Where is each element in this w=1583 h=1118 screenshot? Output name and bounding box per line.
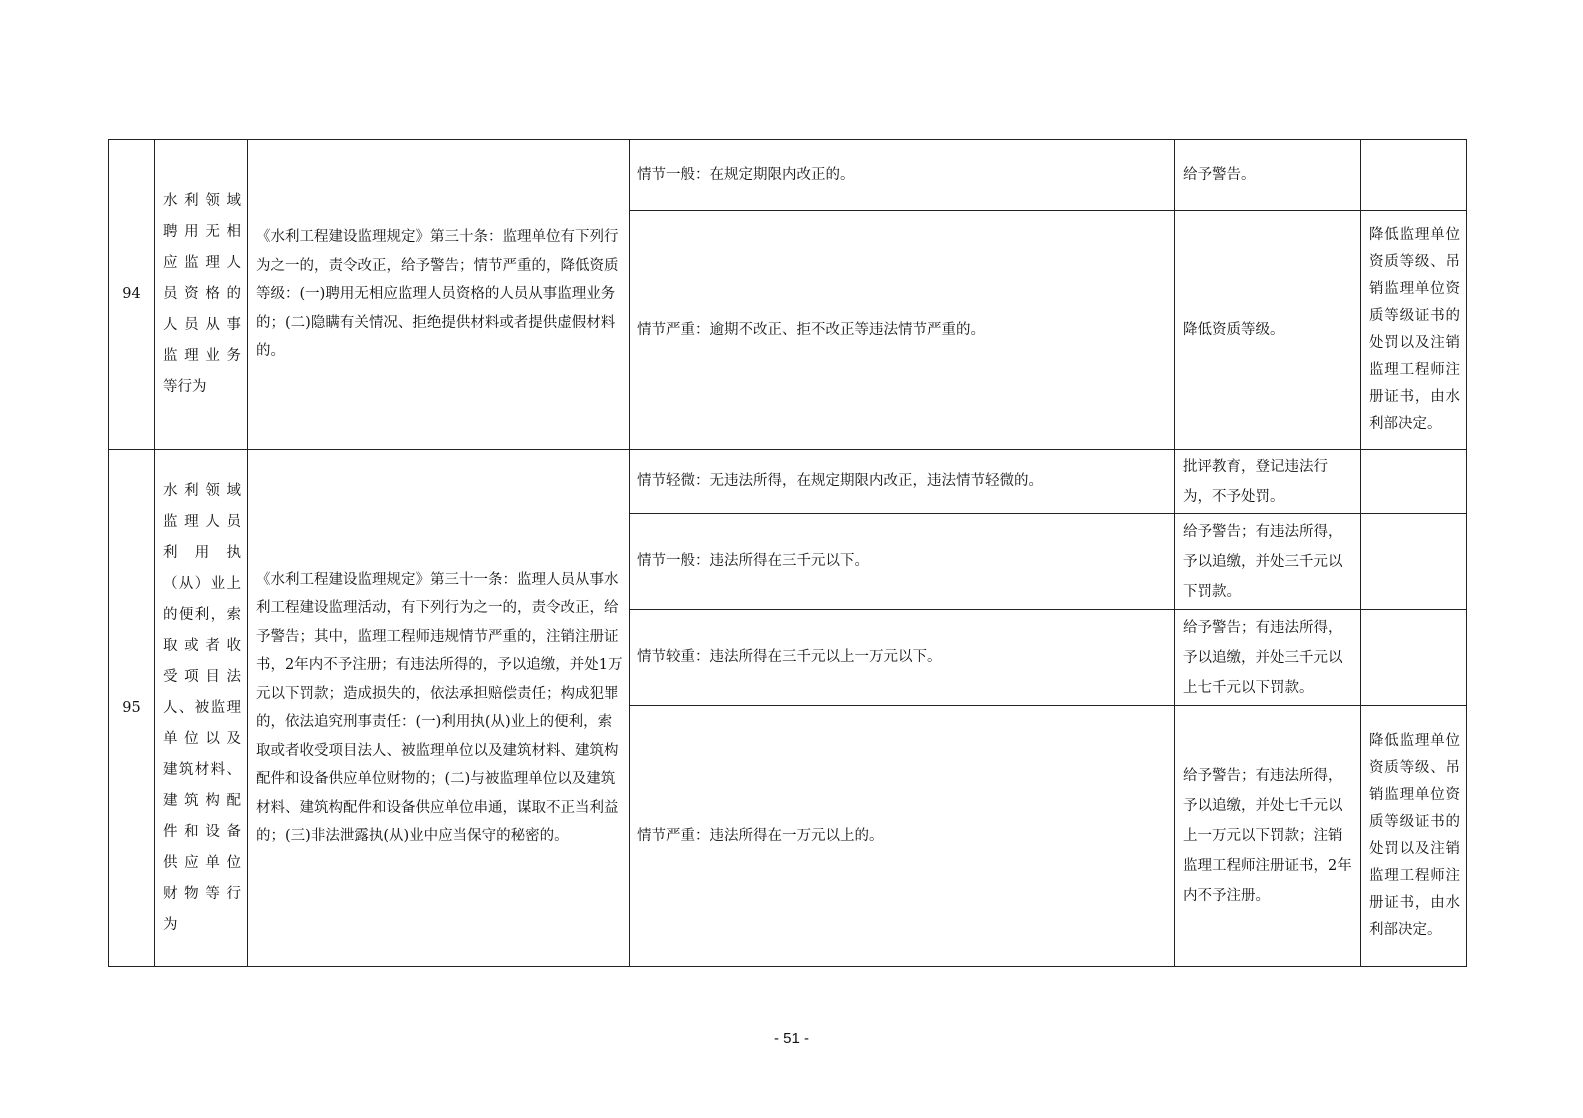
table-row [109, 450, 1467, 514]
penalty-measure: 给予警告。 [1175, 140, 1361, 211]
violation-name-line: 财物等行 [163, 885, 241, 902]
penalty-measure: 降低资质等级。 [1175, 211, 1361, 450]
violation-name-line: 的便利，索 [163, 606, 241, 623]
violation-name [155, 450, 248, 967]
violation-name-line: 为 [163, 916, 178, 933]
violation-name-line: 取或者收 [163, 637, 241, 654]
violation-name-line: 受项目法 [163, 668, 241, 685]
legal-basis: 《水利工程建设监理规定》第三十条：监理单位有下列行为之一的，责令改正，给予警告；情节严重的，降低资质等级：(一)聘用无相应监理人员资格的人员从事监理业务的；(二)隐瞒有关情况、拒绝提供材料或者提供虚假材料的。 [248, 140, 630, 450]
violation-name-line: 监理业务 [163, 348, 241, 364]
violation-name-line: （从）业上 [163, 575, 241, 592]
circumstance: 情节轻微：无违法所得，在规定期限内改正，违法情节轻微的。 [630, 450, 1175, 514]
table-row [109, 140, 1467, 211]
circumstance: 情节一般：在规定期限内改正的。 [630, 140, 1175, 211]
page-number: - 51 - [773, 1030, 809, 1047]
circumstance: 情节严重：逾期不改正、拒不改正等违法情节严重的。 [630, 211, 1175, 450]
remark [1361, 514, 1467, 610]
remark: 降低监理单位资质等级、吊销监理单位资质等级证书的处罚以及注销监理工程师注册证书，由水利部决定。 [1361, 706, 1467, 967]
violation-name-line: 单位以及 [163, 730, 241, 747]
violation-name-line: 人员从事 [163, 317, 241, 333]
remark [1361, 610, 1467, 706]
violation-name-line: 人、被监理 [163, 699, 241, 716]
circumstance: 情节严重：违法所得在一万元以上的。 [630, 706, 1175, 967]
penalty-measure: 批评教育，登记违法行为，不予处罚。 [1175, 450, 1361, 514]
circumstance: 情节一般：违法所得在三千元以下。 [630, 514, 1175, 610]
violation-name [155, 140, 248, 450]
remark: 降低监理单位资质等级、吊销监理单位资质等级证书的处罚以及注销监理工程师注册证书，由水利部决定。 [1361, 211, 1467, 450]
penalty-discretion-table [108, 139, 1467, 967]
remark [1361, 140, 1467, 211]
violation-name-line: 建筑构配 [163, 792, 241, 809]
violation-name-line: 聘用无相 [163, 224, 241, 240]
violation-name-line: 员资格的 [163, 286, 241, 302]
violation-name-line: 水利领域 [163, 482, 241, 499]
legal-basis: 《水利工程建设监理规定》第三十一条：监理人员从事水利工程建设监理活动，有下列行为之一的，责令改正，给予警告；其中，监理工程师违规情节严重的，注销注册证书，2年内不予注册；有违法所得的，予以追缴，并处1万元以下罚款；造成损失的，依法承担赔偿责任；构成犯罪的，依法追究刑事责任：(一)利用执(从)业上的便利，索取或者收受项目法人、被监理单位以及建筑材料、建筑构配件和设备供应单位财物的；(二)与被监理单位以及建筑材料、建筑构配件和设备供应单位串通，谋取不正当利益的；(三)非法泄露执(从)业中应当保守的秘密的。 [248, 450, 630, 967]
violation-name-line: 建筑材料、 [163, 761, 241, 778]
remark [1361, 450, 1467, 514]
violation-name-line: 件和设备 [163, 823, 241, 840]
violation-name-line: 水利领域 [163, 193, 241, 209]
item-number: 94 [109, 140, 155, 450]
circumstance: 情节较重：违法所得在三千元以上一万元以下。 [630, 610, 1175, 706]
violation-name-line: 等行为 [163, 379, 207, 395]
penalty-measure: 给予警告；有违法所得，予以追缴，并处七千元以上一万元以下罚款；注销监理工程师注册证书，2年内不予注册。 [1175, 706, 1361, 967]
violation-name-line: 供应单位 [163, 854, 241, 871]
violation-name-line: 应监理人 [163, 255, 241, 271]
item-number: 95 [109, 450, 155, 967]
violation-name-line: 监理人员 [163, 513, 241, 530]
penalty-measure: 给予警告；有违法所得，予以追缴，并处三千元以上七千元以下罚款。 [1175, 610, 1361, 706]
violation-name-line: 利用执 [163, 544, 241, 561]
penalty-measure: 给予警告；有违法所得，予以追缴，并处三千元以下罚款。 [1175, 514, 1361, 610]
